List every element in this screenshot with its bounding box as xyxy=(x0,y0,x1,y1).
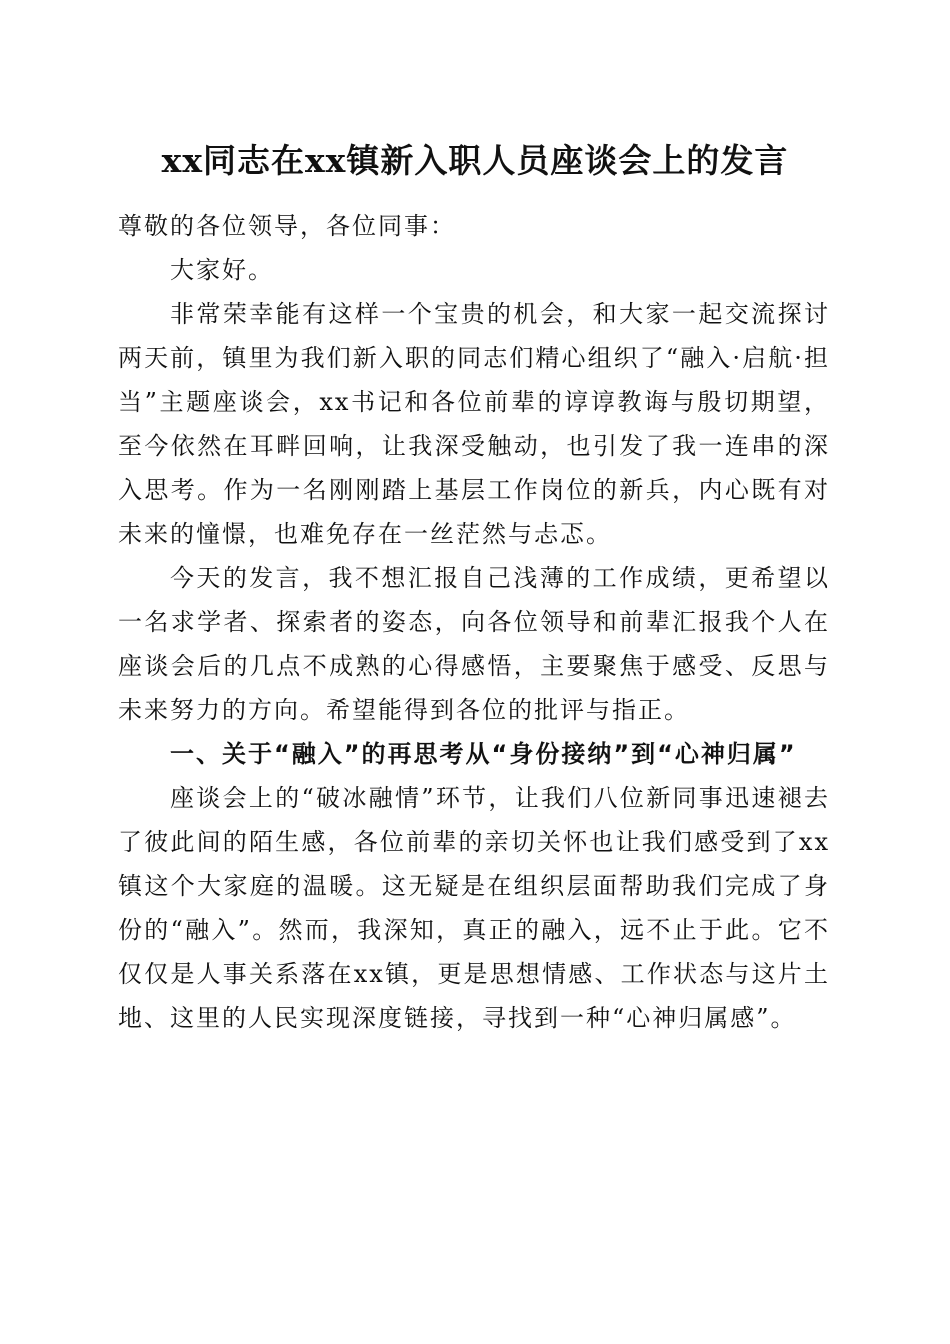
section-paragraph: 座谈会上的“破冰融情”环节，让我们八位新同事迅速褪去了彼此间的陌生感，各位前辈的亲切关怀也让我们感受到了xx镇这个大家庭的温暖。这无疑是在组织层面帮助我们完成了身份的“融入”。然而，我深知，真正的融入，远不止于此。它不仅仅是人事关系落在xx镇，更是思想情感、工作状态与这片土地、这里的人民实现深度链接，寻找到一种“心神归属感”。 xyxy=(118,784,830,1032)
paragraph-intro: 非常荣幸能有这样一个宝贵的机会，和大家一起交流探讨两天前，镇里为我们新入职的同志们精心组织了“融入·启航·担当”主题座谈会，xx书记和各位前辈的谆谆教诲与殷切期望，至今依然在耳畔回响，让我深受触动，也引发了我一连串的深入思考。作为一名刚刚踏上基层工作岗位的新兵，内心既有对未来的憧憬，也难免存在一丝茫然与忐忑。 xyxy=(118,300,830,548)
section-heading: 一、关于“融入”的再思考从“身份接纳”到“心神归属” xyxy=(170,740,797,768)
salutation: 尊敬的各位领导，各位同事： xyxy=(118,212,456,240)
greeting: 大家好。 xyxy=(170,256,274,284)
paragraph-purpose: 今天的发言，我不想汇报自己浅薄的工作成绩，更希望以一名求学者、探索者的姿态，向各位领导和前辈汇报我个人在座谈会后的几点不成熟的心得感悟，主要聚焦于感受、反思与未来努力的方向。希望能得到各位的批评与指正。 xyxy=(118,564,830,724)
document-body xyxy=(118,204,830,1040)
document-title: xx同志在xx镇新入职人员座谈会上的发言 xyxy=(161,141,789,180)
